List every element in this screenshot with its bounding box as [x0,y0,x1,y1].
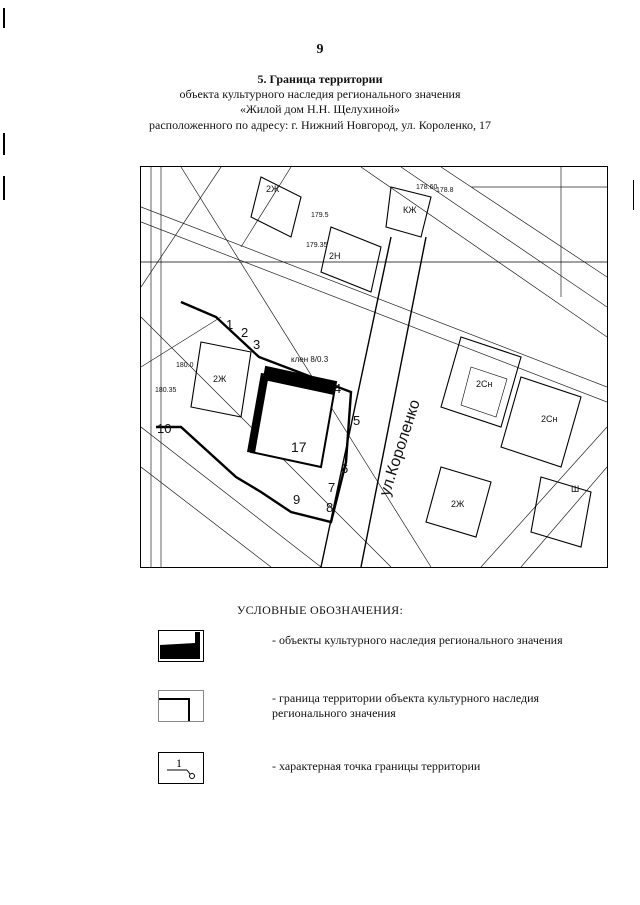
boundary-point-3: 3 [253,337,261,352]
label-elev-3: 180.0 [176,362,194,369]
street-name-label: ул.Короленко [376,397,424,499]
boundary-map [140,166,608,568]
legend-title: УСЛОВНЫЕ ОБОЗНАЧЕНИЯ: [236,603,404,617]
building-number-label: 17 [291,439,307,455]
boundary-point-4: 4 [334,381,342,396]
label-building-2sn-2: 2Сн [541,414,558,424]
label-elev-1: 179.5 [311,212,329,219]
legend-text-boundary: - граница территории объекта культурного наследия регионального значения [272,691,540,720]
subtitle-line-1: объекта культурного наследия регионального значения [179,87,461,101]
boundary-point-7: 7 [328,480,336,495]
label-elev-5: 178.60 [416,184,438,191]
label-building-2n: 2Н [329,251,341,261]
label-elev-2: 178.8 [436,187,454,194]
boundary-line-icon [158,690,204,722]
subtitle-address: расположенного по адресу: г. Нижний Новгород, ул. Короленко, 17 [149,118,491,132]
boundary-point-10: 10 [157,421,172,436]
label-klen: клен 8/0.3 [291,355,329,364]
label-building-2zh-2: 2Ж [213,374,227,384]
boundary-point-icon [158,752,204,784]
label-building-2zh: 2Ж [266,184,280,194]
legend-text-heritage: - объекты культурного наследия регионального значения [272,633,563,647]
scan-margin-mark [633,180,634,210]
boundary-point-8: 8 [326,500,334,515]
map-drawing [141,167,607,567]
page-number: 9 [316,42,324,57]
subtitle-line-2: «Жилой дом Н.Н. Щелухиной» [239,102,401,116]
label-building-2zh-3: 2Ж [451,499,465,509]
scan-margin-mark [3,133,5,155]
boundary-point-icon-number: 1 [176,756,182,770]
street-korolenko [141,237,607,567]
page-title: 5. Граница территории [257,72,383,86]
boundary-point-9: 9 [293,492,301,507]
boundary-point-2: 2 [241,325,249,340]
label-elev-4: 179.35 [306,242,328,249]
scan-margin-mark [3,176,5,200]
boundary-point-1: 1 [226,317,234,332]
label-elev-6: 180.35 [155,387,177,394]
heritage-object-icon [158,630,204,662]
map-background-lines [141,167,607,567]
label-building-2sn: 2Сн [476,379,493,389]
boundary-point-5: 5 [353,413,361,428]
legend-text-point: - характерная точка границы территории [272,759,481,773]
label-building-kzh: КЖ [403,205,417,215]
label-building-sh: Ш [571,484,580,494]
scan-margin-mark [3,8,5,28]
boundary-point-6: 6 [341,461,349,476]
